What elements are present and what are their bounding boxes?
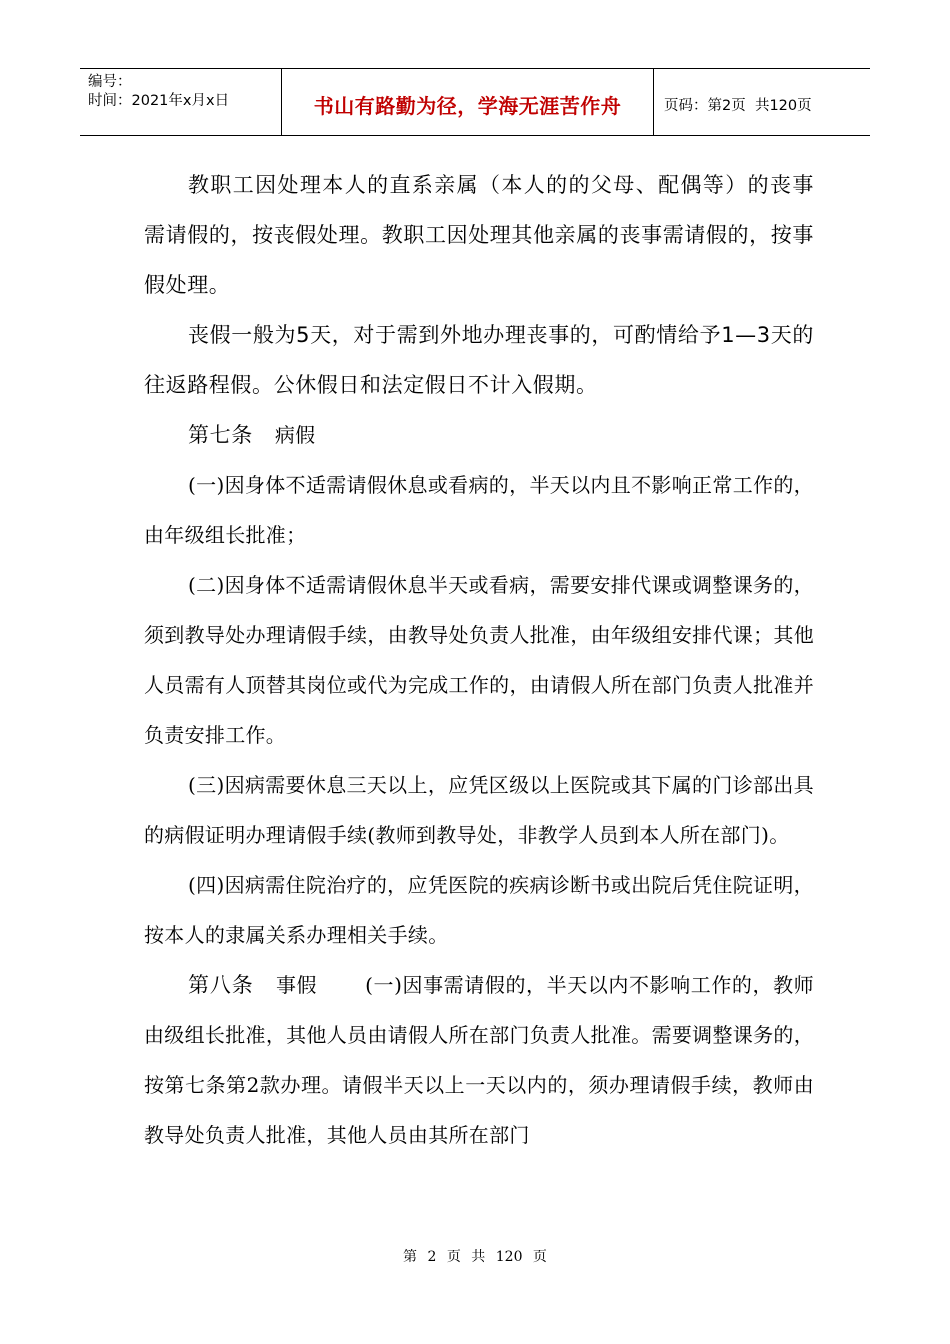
document-number-label: 编号：: [88, 74, 132, 90]
article-7-title: 第七条: [188, 423, 253, 447]
article-7-subtitle: 病假: [274, 423, 316, 447]
article-8-text: (一)因事需请假的，半天以内不影响工作的，教师由级组长批准，其他人员由请假人所在部门负责人批准。需要调整课务的，按第七条第2款办理。请假半天以上一天以内的，须办理请假手续，教师由教导处负责人批准，其他人员由其所在部门: [144, 973, 814, 1147]
paragraph-bereavement-scope: 教职工因处理本人的直系亲属（本人的的父母、配偶等）的丧事需请假的，按丧假处理。教职工因处理其他亲属的丧事需请假的，按事假处理。: [144, 173, 814, 297]
article-7-item-1: (一)因身体不适需请假休息或看病的，半天以内且不影响正常工作的，由年级组长批准；: [144, 473, 814, 547]
article-8-subtitle: 事假: [275, 973, 318, 997]
document-date-label: 时间：2021年x月x日: [88, 93, 230, 109]
article-7-heading: [144, 410, 814, 460]
footer-page-number: 第 2 页 共 120 页: [403, 1249, 547, 1265]
header-page-cell: [654, 69, 870, 135]
header-info-cell: [80, 69, 282, 135]
page-footer: [0, 1246, 950, 1266]
header-motto-cell: [282, 69, 654, 135]
paragraph-bereavement-duration: 丧假一般为5天，对于需到外地办理丧事的，可酌情给予1—3天的往返路程假。公休假日和法定假日不计入假期。: [144, 323, 814, 397]
article-8-paragraph: [144, 960, 814, 1160]
article-8-title: 第八条: [188, 973, 254, 997]
page-header: [80, 68, 870, 136]
article-7-item-3: (三)因病需要休息三天以上，应凭区级以上医院或其下属的门诊部出具的病假证明办理请假手续(教师到教导处，非教学人员到本人所在部门)。: [144, 773, 814, 847]
document-body: [144, 160, 814, 1160]
article-7-item-4: (四)因病需住院治疗的，应凭医院的疾病诊断书或出院后凭住院证明，按本人的隶属关系办理相关手续。: [144, 873, 814, 947]
header-motto: 书山有路勤为径，学海无涯苦作舟: [313, 93, 622, 118]
article-7-item-2: (二)因身体不适需请假休息半天或看病，需要安排代课或调整课务的，须到教导处办理请假手续，由教导处负责人批准，由年级组安排代课；其他人员需有人顶替其岗位或代为完成工作的，由请假人所在部门负责人批准并负责安排工作。: [144, 573, 814, 747]
header-page-label: 页码：第2页 共120页: [664, 97, 812, 114]
